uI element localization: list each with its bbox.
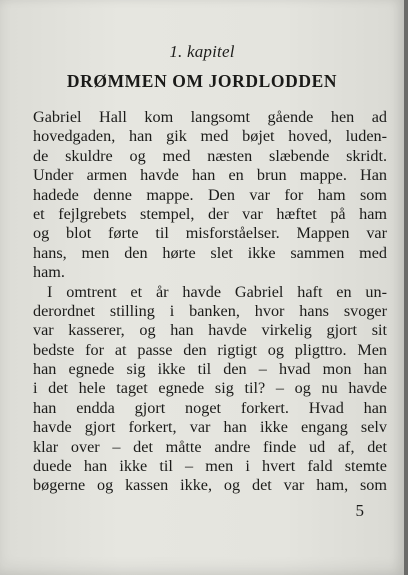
text-line: bøgerne og kassen ikke, og det var ham, som xyxy=(33,476,387,495)
text-line: havde gjort forkert, var han ikke engang selv xyxy=(33,418,387,437)
text-line: han egnede sig ikke til den – hvad mon han xyxy=(33,360,387,379)
text-line: hadede denne mappe. Den var for ham som xyxy=(33,185,387,204)
chapter-number: 1. kapitel xyxy=(169,42,235,61)
text-line: derordnet stilling i banken, hvor hans svoger xyxy=(33,301,387,320)
text-line: ham. xyxy=(33,263,65,282)
text-line: i det hele taget egnede sig til? – og nu havde xyxy=(33,379,387,398)
chapter-title: DRØMMEN OM JORDLODDEN xyxy=(66,71,338,91)
text-line: hovedgaden, han gik med bøjet hoved, luden- xyxy=(33,127,387,146)
text-line: og blot førte til misforståelser. Mappen var xyxy=(33,224,387,243)
text-line: Under armen havde han en brun mappe. Han xyxy=(33,166,387,185)
text-line: de skuldre og med næsten slæbende skridt. xyxy=(33,146,387,165)
body-text xyxy=(33,108,387,496)
text-line: et fejlgrebets stempel, der var hæftet på ham xyxy=(33,204,387,223)
text-line: han endda gjort noget forkert. Hvad han xyxy=(33,398,387,417)
text-line: duede han ikke til – men i hvert fald stemte xyxy=(33,457,387,476)
text-line: Gabriel Hall kom langsomt gående hen ad xyxy=(33,108,387,126)
page-number: 5 xyxy=(355,501,364,520)
text-line: I omtrent et år havde Gabriel haft en un- xyxy=(47,282,387,301)
text-line: hans, men den hørte slet ikke sammen med xyxy=(33,243,387,262)
text-line: var kasserer, og han havde virkelig gjort sit xyxy=(33,321,387,340)
text-line: bedste for at passe den rigtigt og pligttro. Men xyxy=(33,340,387,359)
text-line: klar over – det måtte andre finde ud af, det xyxy=(33,437,387,456)
